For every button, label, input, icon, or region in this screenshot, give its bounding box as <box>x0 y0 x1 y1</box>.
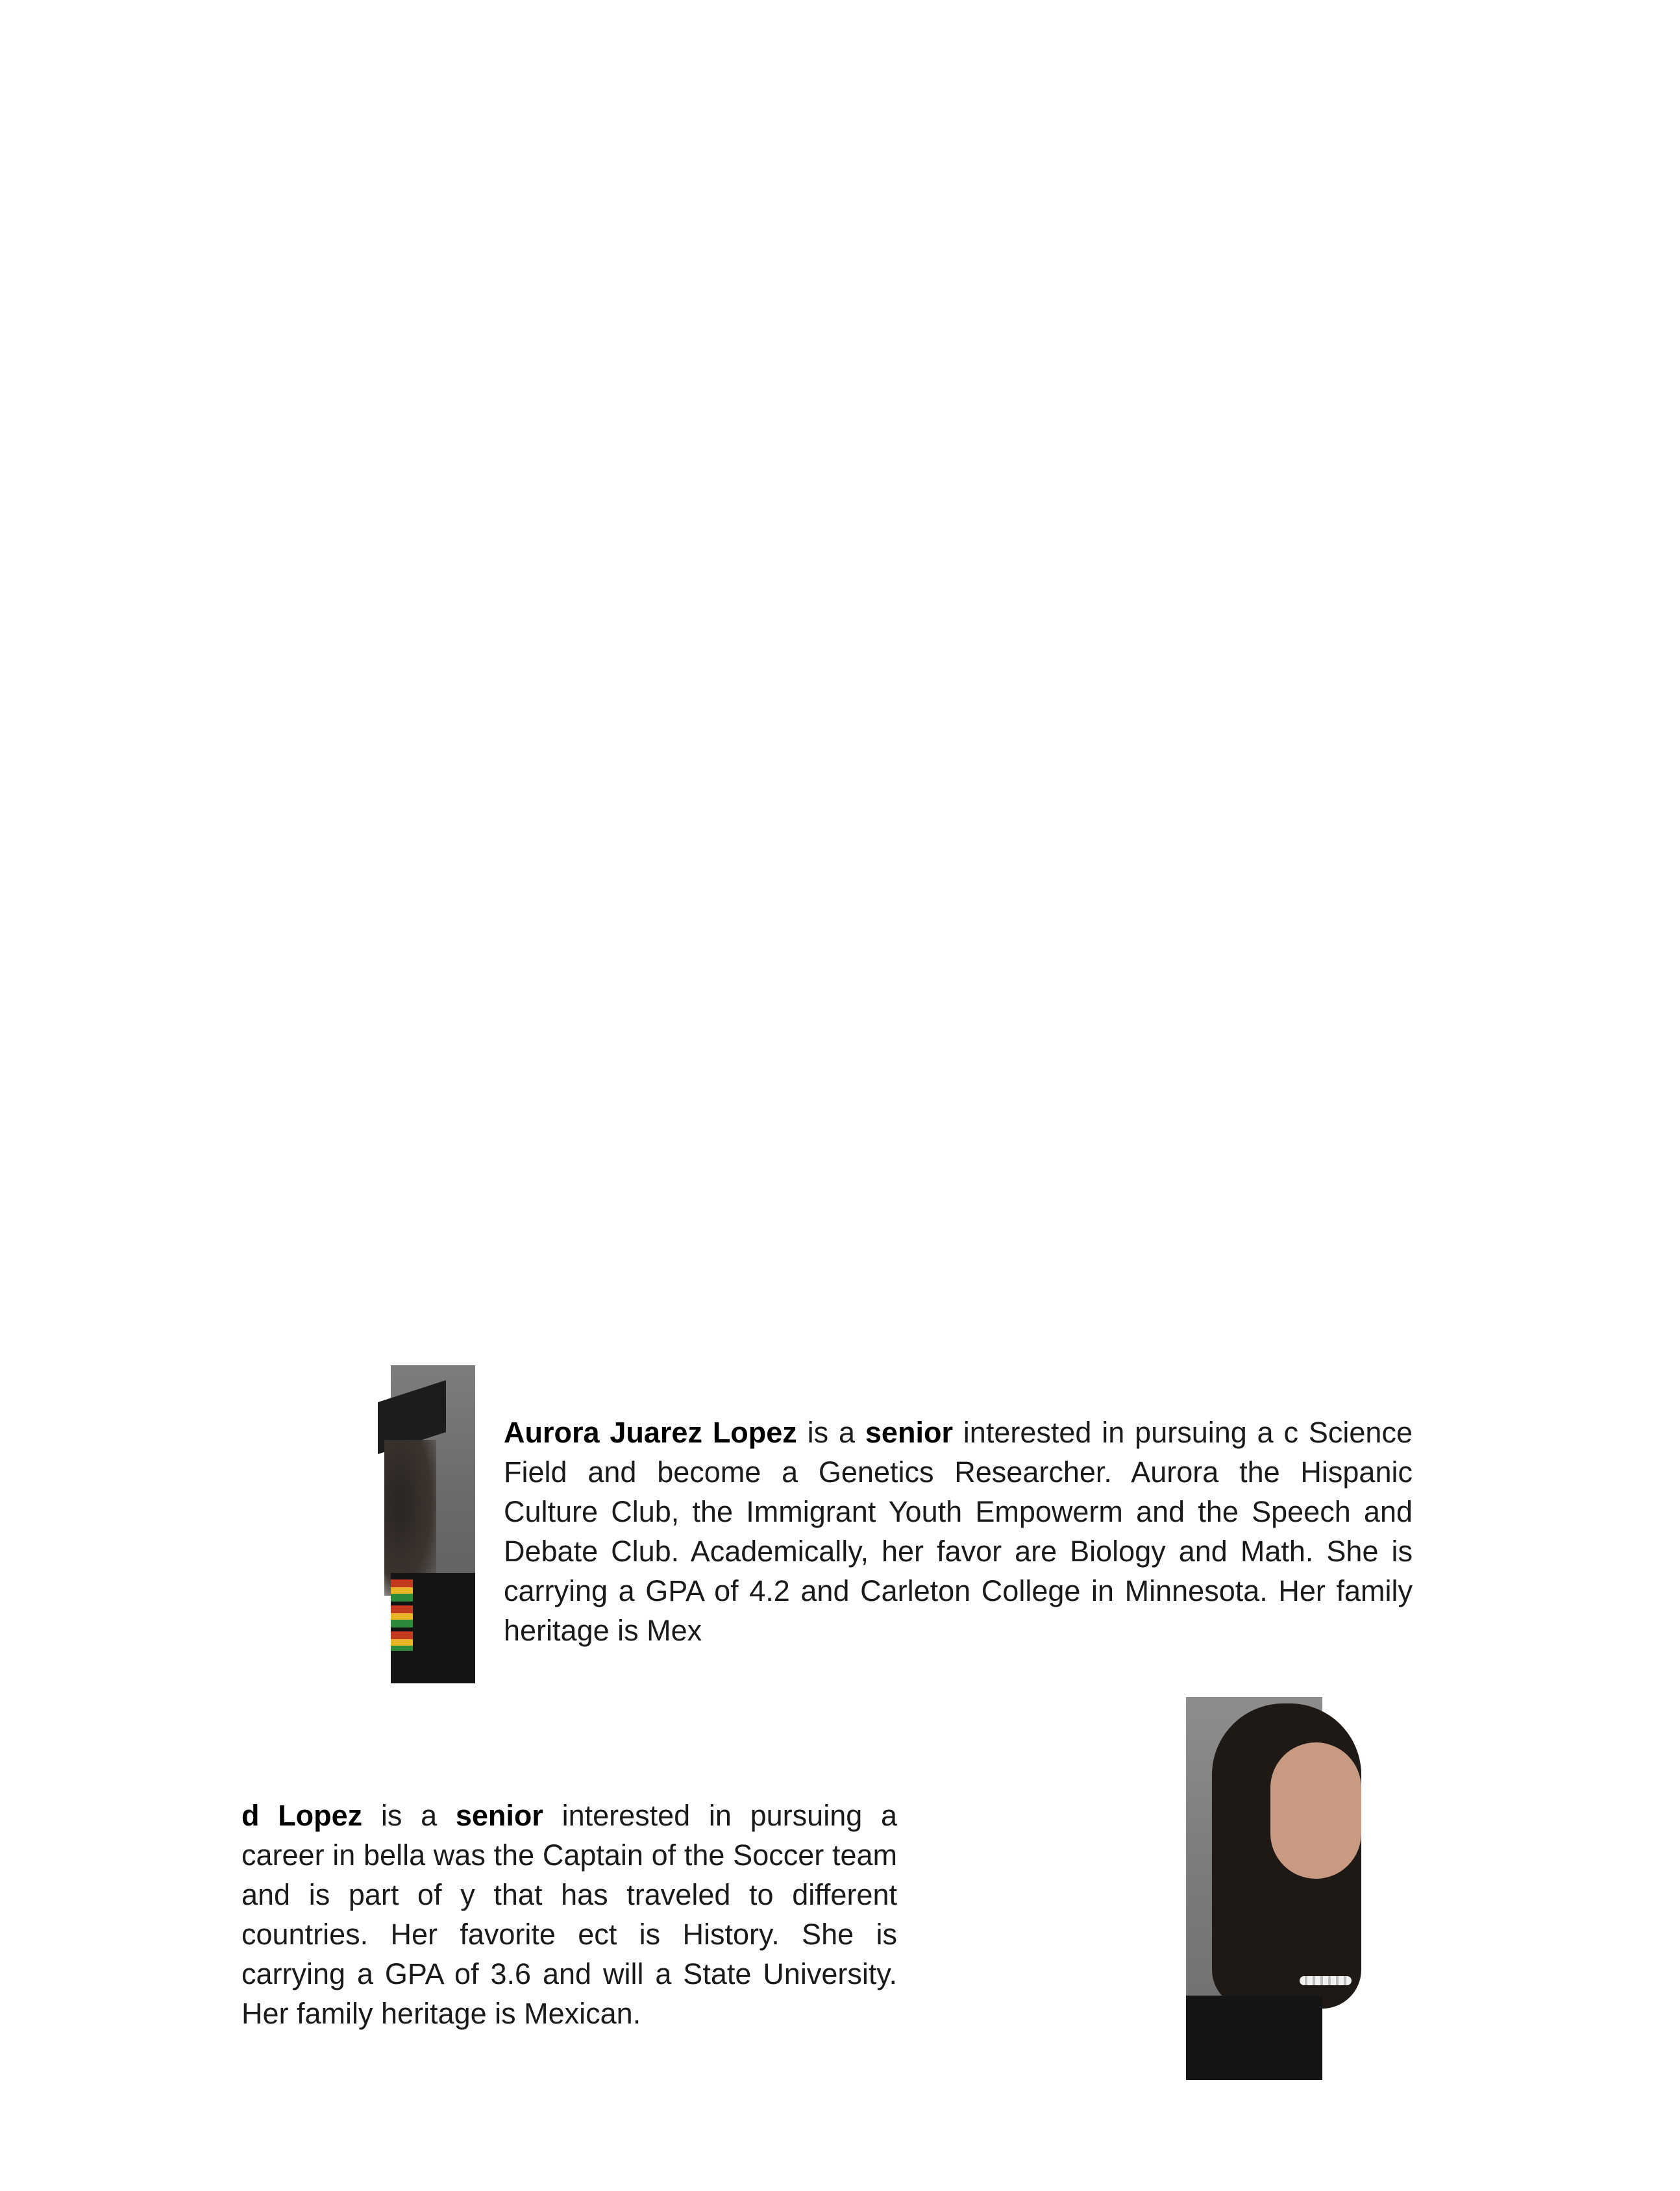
student-portrait-photo <box>1186 1697 1322 2079</box>
bio-paragraph-1 <box>504 1413 1413 1650</box>
pearl-necklace <box>1300 1976 1352 1985</box>
bio-paragraph-2 <box>241 1796 897 2033</box>
bio-2-name: d Lopez <box>241 1799 363 1832</box>
portrait-face <box>1270 1742 1361 1879</box>
portrait-hair <box>384 1440 436 1596</box>
bio-1-connector: is a <box>797 1416 865 1449</box>
bio-1-grade: senior <box>865 1416 953 1449</box>
graduate-portrait-photo <box>391 1365 475 1678</box>
bio-2-body: interested in pursuing a career in bella was the Captain of the Soccer team and is part of y that has traveled to different countries. Her favorite ect is History. She is carrying a GPA of 3.6 and will a State University. Her family heritage is Mexican. <box>241 1799 897 2030</box>
bio-2-connector: is a <box>362 1799 456 1832</box>
bio-2-grade: senior <box>455 1799 543 1832</box>
bio-1-body: interested in pursuing a c Science Field and become a Genetics Researcher. Aurora the Hispanic Culture Club, the Immigrant Youth Empowerm and the Speech and Debate Club. Academically, her favor are Biology and Math. She is carrying a GPA of 4.2 and Carleton College in Minnesota. Her family heritage is Mex <box>504 1416 1413 1647</box>
page-crop <box>241 1350 1413 2129</box>
kente-stole <box>391 1579 413 1651</box>
bio-1-name: Aurora Juarez Lopez <box>504 1416 797 1449</box>
black-dress <box>1186 1996 1322 2080</box>
